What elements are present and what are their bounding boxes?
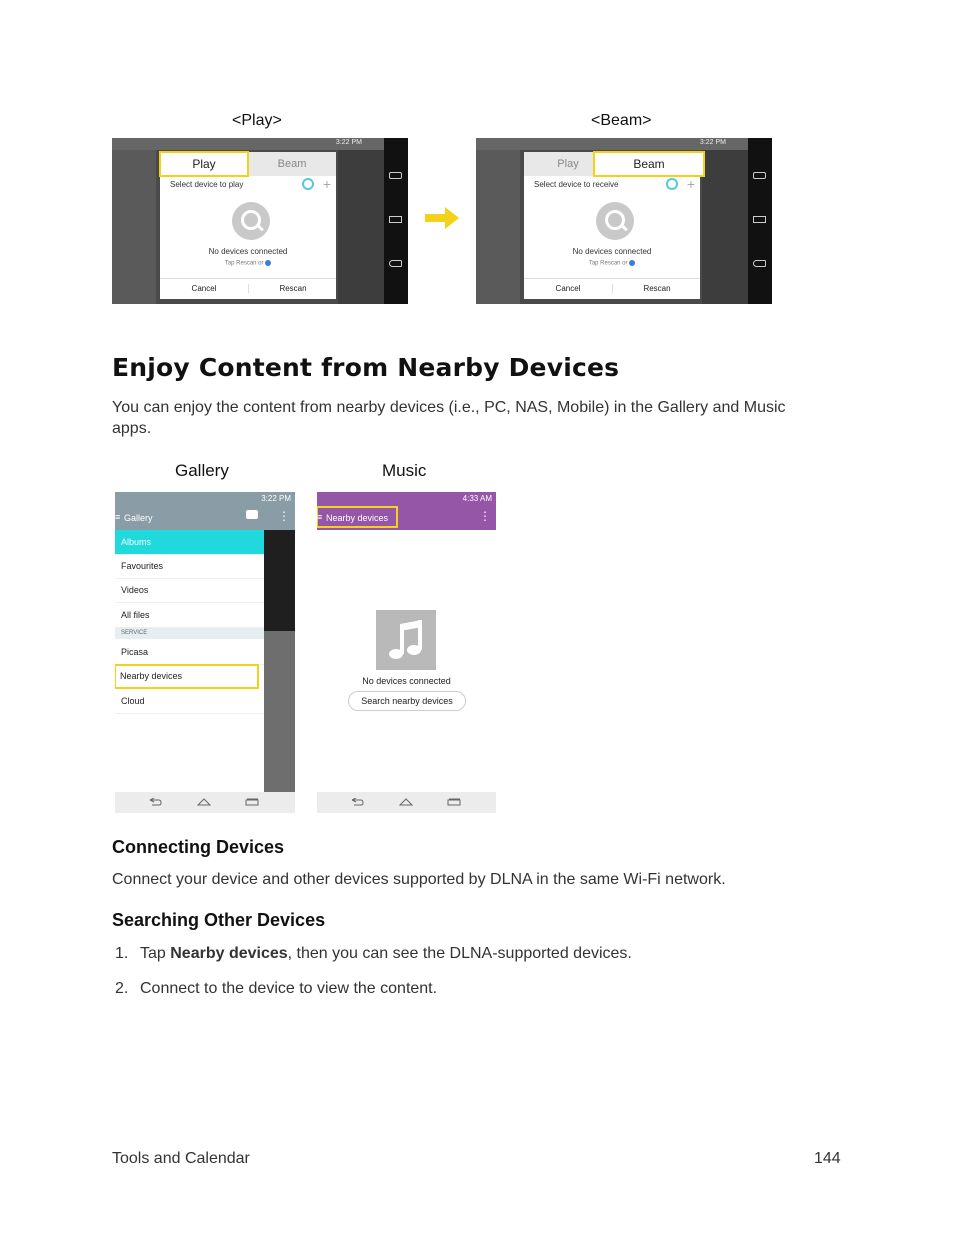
loading-spinner-icon [666,178,678,190]
connecting-text: Connect your device and other devices supported by DLNA in the same Wi-Fi network. [112,871,726,888]
navigation-bar [317,792,496,813]
drawer-item-albums[interactable]: Albums [115,530,264,555]
tab-beam[interactable]: Beam [277,158,307,170]
music-caption: Music [382,461,427,480]
searching-heading: Searching Other Devices [112,910,326,930]
app-title: Nearby devices [326,513,389,523]
status-time: 3:22 PM [261,494,291,503]
nav-column [384,138,408,304]
music-note-icon [376,610,436,670]
step-number: 1. [115,945,129,962]
navigation-drawer [115,530,264,792]
music-app-bar [317,506,496,530]
tab-play[interactable]: Play [557,158,579,170]
step-text: Tap Nearby devices, then you can see the DLNA-supported devices. [140,945,632,962]
overflow-menu-icon[interactable]: ⋮ [479,509,491,523]
nearby-devices-term: Nearby devices [170,945,288,962]
drawer-item-nearby-devices[interactable]: Nearby devices [115,664,259,689]
no-devices-text: No devices connected [362,676,451,686]
no-devices-text: No devices connected [208,247,288,256]
search-icon [232,202,270,240]
step-number: 2. [115,980,129,997]
nav-column [748,138,772,304]
status-bar [112,138,384,150]
overflow-menu-icon[interactable]: ⋮ [278,509,290,523]
cancel-button[interactable]: Cancel [555,284,581,293]
beam-dialog [524,152,700,299]
home-icon[interactable] [753,216,766,223]
recent-apps-icon[interactable] [245,798,259,806]
gallery-content-peek [264,530,295,792]
loading-spinner-icon [302,178,314,190]
drawer-item-cloud[interactable]: Cloud [115,689,264,714]
drawer-item-all-files[interactable]: All files [115,603,264,628]
back-icon[interactable] [753,260,766,267]
page-number: 144 [814,1150,841,1167]
section-title: Enjoy Content from Nearby Devices [112,353,620,382]
search-nearby-devices-button[interactable]: Search nearby devices [348,691,466,711]
right-arrow-icon [425,207,459,229]
status-bar [115,492,295,506]
navigation-bar [115,792,295,813]
gallery-app-bar [115,506,295,530]
menu-icon[interactable]: ≡ [115,512,121,522]
home-icon[interactable] [389,216,402,223]
add-icon[interactable]: + [322,176,331,192]
home-icon[interactable] [399,798,413,806]
no-devices-text: No devices connected [572,247,652,256]
connecting-heading: Connecting Devices [112,837,285,857]
dialog-subtitle: Select device to play [170,180,244,189]
play-screenshot [112,138,408,304]
status-bar [317,492,496,506]
drawer-item-picasa[interactable]: Picasa [115,640,264,665]
status-time: 3:22 PM [699,139,726,146]
gallery-screenshot [115,492,295,813]
app-title: Gallery [124,513,153,523]
service-section-label: SERVICE [115,628,264,639]
back-icon[interactable] [350,798,364,806]
section-intro: You can enjoy the content from nearby devices (i.e., PC, NAS, Mobile) in the Gallery and Music apps. [112,399,786,437]
cancel-button[interactable]: Cancel [191,284,217,293]
rescan-button[interactable]: Rescan [612,284,701,293]
menu-icon[interactable]: ≡ [317,512,323,522]
home-icon[interactable] [197,798,211,806]
drawer-item-favourites[interactable]: Favourites [115,554,264,579]
gallery-caption: Gallery [175,461,229,480]
beam-caption: <Beam> [591,112,652,129]
rescan-button[interactable]: Rescan [248,284,337,293]
play-caption: <Play> [232,112,282,129]
search-icon [596,202,634,240]
drawer-item-videos[interactable]: Videos [115,578,264,603]
footer-section-name: Tools and Calendar [112,1150,250,1167]
add-icon[interactable]: + [686,176,695,192]
beam-screenshot [476,138,772,304]
recent-apps-icon[interactable] [753,172,766,179]
tab-play[interactable]: Play [160,152,248,176]
tab-beam[interactable]: Beam [594,152,704,176]
back-icon[interactable] [389,260,402,267]
music-screenshot [317,492,496,813]
status-bar [476,138,748,150]
step-text: Connect to the device to view the content. [140,980,438,997]
rescan-hint: Tap Rescan or [160,260,336,267]
camera-icon[interactable] [246,510,258,519]
recent-apps-icon[interactable] [447,798,461,806]
status-time: 4:33 AM [462,494,492,503]
status-time: 3:22 PM [335,139,362,146]
dialog-subtitle: Select device to receive [534,180,619,189]
recent-apps-icon[interactable] [389,172,402,179]
play-dialog [160,152,336,299]
back-icon[interactable] [148,798,162,806]
rescan-hint: Tap Rescan or [524,260,700,267]
